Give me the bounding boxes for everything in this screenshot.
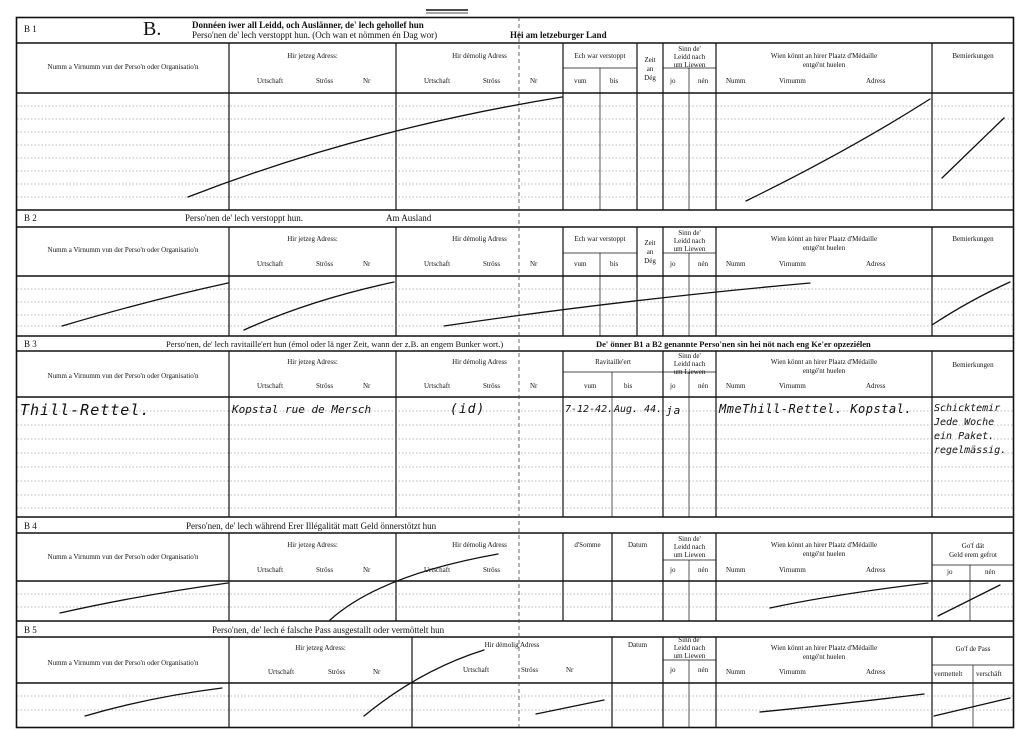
col-current-address: Hir jetzeg Adress:	[295, 644, 346, 652]
col-current-address: Hir jetzeg Adress:	[287, 358, 338, 366]
section-b1-title-line2: Perso'nen de' lech verstoppt hun. (Och wan et nömmen én Dag wor)	[192, 30, 438, 40]
col-medal-name: Numm	[726, 77, 746, 85]
col-name-header: Numm a Virnumm vun der Perso'n oder Organisatio'n	[47, 659, 199, 667]
col-pass-mediated: vermettelt	[934, 670, 963, 678]
col-street-2: Ströss	[483, 566, 501, 574]
col-no: nén	[698, 566, 709, 574]
col-suffered-3: um Liewen	[673, 245, 706, 253]
col-locality-2: Urtschaft	[424, 382, 451, 390]
col-medal-2: entgé'nt huelen	[802, 653, 846, 661]
section-b4-title: Perso'nen, de' lech während Erer Illégalität matt Geld önnerstötzt hun	[186, 521, 437, 531]
col-medal-2: entgé'nt huelen	[802, 244, 846, 252]
col-medal-2: entgé'nt huelen	[802, 61, 846, 69]
col-medal-address: Adress	[866, 566, 886, 574]
col-nr: Nr	[363, 382, 371, 390]
col-medal-first: Virnumm	[779, 566, 806, 574]
col-no: nén	[698, 260, 709, 268]
col-yes: jo	[670, 260, 676, 268]
col-suffered-2: Leidd nach	[673, 360, 706, 368]
col-medal-1: Wien könnt an hirer Plaatz d'Médaille	[770, 358, 878, 366]
col-time-3: Dég	[644, 74, 656, 82]
col-suffered-3: um Liewen	[673, 61, 706, 69]
col-locality-2: Urtschaft	[424, 260, 451, 268]
section-b2-label: B 2	[24, 213, 37, 223]
col-medal-address: Adress	[866, 382, 886, 390]
col-suffered-1: Sinn de'	[678, 352, 701, 360]
col-locality: Urtschaft	[257, 382, 284, 390]
col-nr-2: Nr	[530, 260, 538, 268]
col-hidden: Ech war verstoppt	[574, 235, 626, 243]
strike-b4-name	[60, 583, 228, 613]
col-medal-address: Adress	[866, 260, 886, 268]
col-medal-first: Virnumm	[779, 668, 806, 676]
section-b5-title: Perso'nen, de' lech é falsche Pass ausgestallt oder vermöttelt hun	[212, 625, 445, 635]
strike-b5-pass	[934, 698, 1010, 716]
section-b4-label: B 4	[24, 521, 37, 531]
col-street: Ströss	[316, 382, 334, 390]
col-name-header: Numm a Virnumm vun der Perso'n oder Organisatio'n	[47, 372, 199, 380]
col-locality: Urtschaft	[257, 566, 284, 574]
col-no: nén	[698, 666, 709, 674]
strike-b5-medal	[760, 694, 924, 712]
entry-yes: ja	[666, 404, 682, 417]
entry-remark-line1: Schicktemir	[934, 403, 1001, 414]
entry-from-date: 7-12-42.	[565, 404, 614, 415]
col-sum: d'Somme	[574, 541, 601, 549]
col-medal-name: Numm	[726, 566, 746, 574]
col-current-address: Hir jetzeg Adress:	[287, 235, 338, 243]
col-medal-1: Wien könnt an hirer Plaatz d'Médaille	[770, 52, 878, 60]
col-locality-2: Urtschaft	[424, 566, 451, 574]
col-time-2: an	[646, 248, 654, 256]
col-yes: jo	[670, 566, 676, 574]
col-nr: Nr	[363, 77, 371, 85]
strike-b1-left	[188, 97, 562, 197]
col-nr: Nr	[363, 260, 371, 268]
entry-name: Thill-Rettel.	[20, 401, 151, 419]
col-time-1: Zeit	[644, 239, 656, 247]
col-medal-1: Wien könnt an hirer Plaatz d'Médaille	[770, 235, 878, 243]
col-suffered-1: Sinn de'	[678, 229, 701, 237]
col-street: Ströss	[316, 77, 334, 85]
col-remarks: Bemierkungen	[952, 361, 994, 369]
col-yes: jo	[670, 77, 676, 85]
col-medal-first: Virnumm	[779, 382, 806, 390]
col-medal-first: Virnumm	[779, 77, 806, 85]
section-b1-label: B 1	[24, 24, 37, 34]
strike-b4-medal	[770, 583, 928, 608]
strike-b4-money	[938, 585, 1000, 616]
col-street: Ströss	[316, 566, 334, 574]
col-to: bis	[624, 382, 633, 390]
col-pass: Go'f de Pass	[955, 645, 991, 653]
col-time-3: Dég	[644, 257, 656, 265]
col-medal-1: Wien könnt an hirer Plaatz d'Médaille	[770, 541, 878, 549]
col-from: vum	[584, 382, 597, 390]
col-street: Ströss	[328, 668, 346, 676]
col-suffered-1: Sinn de'	[678, 636, 701, 644]
strike-b1-right	[746, 99, 930, 201]
col-suffered-1: Sinn de'	[678, 45, 701, 53]
entry-medal-person: MmeThill-Rettel. Kopstal.	[719, 402, 913, 416]
col-name-header: Numm a Virnumm vun der Perso'n oder Organisatio'n	[47, 246, 199, 254]
col-money-no: nén	[985, 568, 996, 576]
col-locality: Urtschaft	[257, 260, 284, 268]
col-ravitailleert: Ravitaille'ert	[595, 358, 631, 366]
col-to: bis	[610, 260, 619, 268]
col-nr-2: Nr	[530, 77, 538, 85]
col-medal-address: Adress	[866, 668, 886, 676]
col-pass-issued: verschäft	[976, 670, 1002, 678]
col-nr-2: Nr	[566, 666, 574, 674]
col-current-address: Hir jetzeg Adress:	[287, 52, 338, 60]
section-b2-title-extra: Am Ausland	[386, 213, 432, 223]
col-locality-2: Urtschaft	[424, 77, 451, 85]
col-hidden: Ech war verstoppt	[574, 52, 626, 60]
col-time-1: Zeit	[644, 56, 656, 64]
col-from: vum	[574, 260, 587, 268]
col-suffered-2: Leidd nach	[673, 543, 706, 551]
col-medal-name: Numm	[726, 668, 746, 676]
col-locality-2: Urtschaft	[463, 666, 490, 674]
col-nr-2: Nr	[530, 382, 538, 390]
col-time-2: an	[646, 65, 654, 73]
col-medal-address: Adress	[866, 77, 886, 85]
col-nr: Nr	[363, 566, 371, 574]
col-locality: Urtschaft	[257, 77, 284, 85]
col-street: Ströss	[316, 260, 334, 268]
col-suffered-2: Leidd nach	[673, 53, 706, 61]
col-no: nén	[698, 382, 709, 390]
col-street-2: Ströss	[483, 260, 501, 268]
col-medal-2: entgé'nt huelen	[802, 367, 846, 375]
col-to: bis	[610, 77, 619, 85]
col-money-1: Go'f dät	[961, 542, 985, 550]
strike-b4-address	[330, 554, 501, 620]
col-former-address: Hir démolig Adress	[452, 541, 507, 549]
strike-b1-remarks	[942, 118, 1004, 178]
section-b1-title-line1: Donnéen iwer all Leidd, och Auslänner, de' lech gehollef hun	[192, 20, 424, 30]
col-suffered-1: Sinn de'	[678, 535, 701, 543]
col-suffered-3: um Liewen	[673, 652, 706, 660]
col-suffered-2: Leidd nach	[673, 237, 706, 245]
section-b3-title-extra: De' önner B1 a B2 genannte Perso'nen sin hei nöt nach eng Ke'er opzeziélen	[596, 339, 871, 349]
col-date: Datum	[627, 641, 648, 649]
section-b3-label: B 3	[24, 339, 37, 349]
col-street-2: Ströss	[483, 382, 501, 390]
entry-to-date: Aug. 44.	[614, 404, 663, 415]
col-current-address: Hir jetzeg Adress:	[287, 541, 338, 549]
col-money-2: Geld erem gefrot	[949, 551, 997, 559]
section-b2-title: Perso'nen de' lech verstoppt hun.	[185, 213, 303, 223]
col-medal-2: entgé'nt huelen	[802, 550, 846, 558]
entry-current-address: Kopstal rue de Mersch	[232, 403, 372, 416]
section-b1-title-extra: Hei am letzeburger Land	[510, 30, 607, 40]
col-street-2: Ströss	[521, 666, 539, 674]
entry-remark-line4: regelmässig.	[934, 445, 1007, 456]
col-money-yes: jo	[947, 568, 953, 576]
strike-b2-remarks	[932, 282, 1010, 325]
col-suffered-3: um Liewen	[673, 551, 706, 559]
entry-remark-line3: ein Paket.	[934, 431, 995, 442]
col-medal-first: Virnumm	[779, 260, 806, 268]
col-former-address: Hir démolig Adress	[452, 358, 507, 366]
col-name-header: Numm a Virnumm vun der Perso'n oder Organisatio'n	[47, 63, 199, 71]
col-remarks: Bemierkungen	[952, 52, 994, 60]
col-street-2: Ströss	[483, 77, 501, 85]
col-medal-name: Numm	[726, 382, 746, 390]
col-yes: jo	[670, 666, 676, 674]
strike-b2-middle	[444, 283, 810, 326]
col-yes: jo	[670, 382, 676, 390]
col-locality: Urtschaft	[268, 668, 295, 676]
col-former-address: Hir démolig Adress	[452, 52, 507, 60]
col-suffered-2: Leidd nach	[673, 644, 706, 652]
col-former-address: Hir démolig Adress	[452, 235, 507, 243]
strike-b5-name	[85, 688, 222, 716]
col-name-header: Numm a Virnumm vun der Perso'n oder Organisatio'n	[47, 553, 199, 561]
section-b3-title: Perso'nen, de' lech ravitaille'ert hun (émol oder lä nger Zeit, wann der z.B. an engem Bunker wort.)	[166, 339, 504, 349]
col-nr: Nr	[373, 668, 381, 676]
entry-remark-line2: Jede Woche	[934, 417, 995, 428]
col-medal-name: Numm	[726, 260, 746, 268]
section-b5-label: B 5	[24, 625, 37, 635]
section-b-letter: B.	[143, 18, 162, 40]
col-former-address: Hir démolig Adress	[484, 641, 540, 649]
strike-b5-date	[536, 700, 604, 714]
col-remarks: Bemierkungen	[952, 235, 994, 243]
entry-former-address: (id)	[450, 402, 486, 417]
col-date: Datum	[627, 541, 648, 549]
col-no: nén	[698, 77, 709, 85]
col-medal-1: Wien könnt an hirer Plaatz d'Médaille	[770, 644, 878, 652]
strike-b2-name	[62, 283, 228, 326]
col-suffered-3: um Liewen	[673, 368, 706, 376]
col-from: vum	[574, 77, 587, 85]
